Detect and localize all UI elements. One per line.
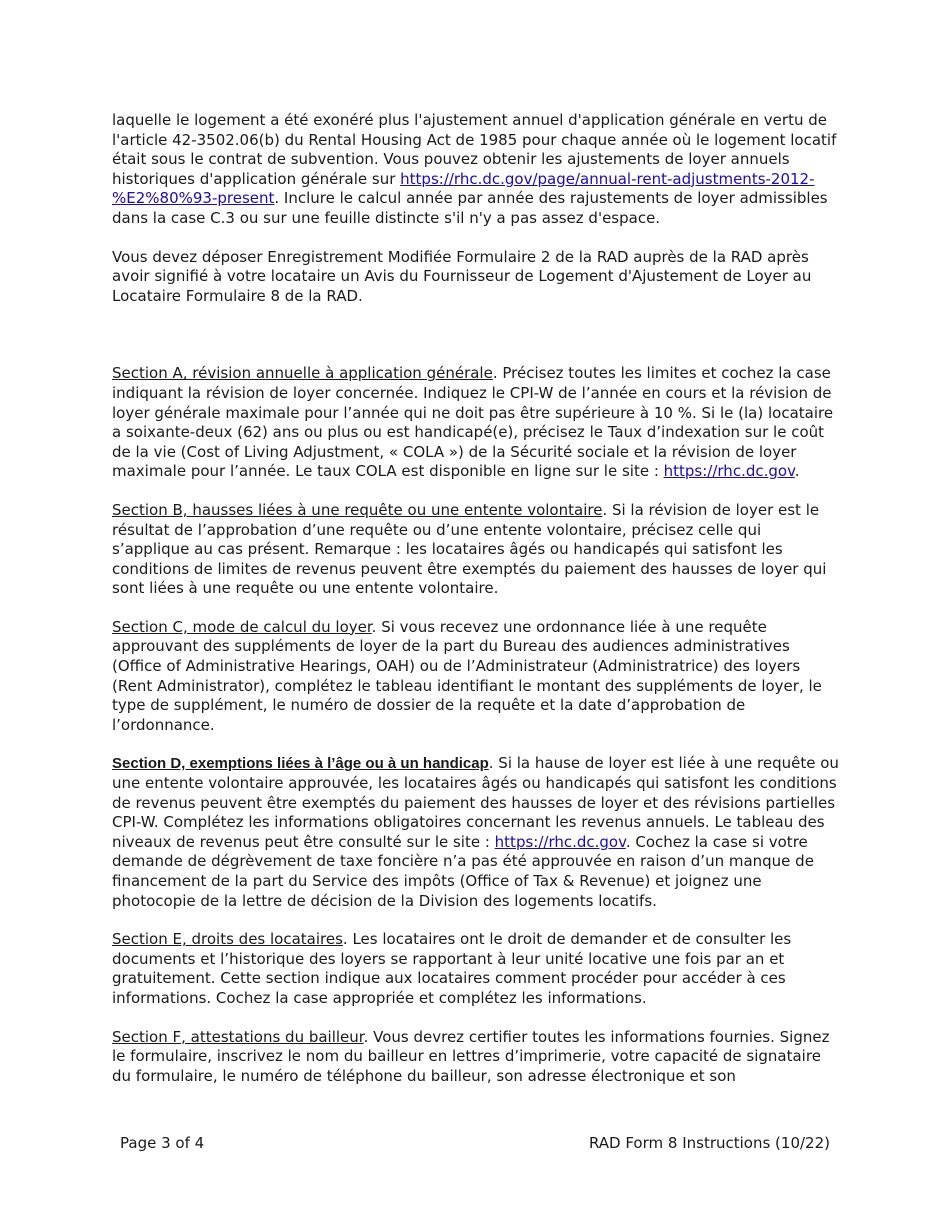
section-a-paragraph: [112, 364, 842, 482]
section-a-end: .: [794, 462, 800, 481]
section-a-text: . Précisez toutes les limites et cochez la case indiquant la révision de loyer concernée. Indiquez le CPI-W de l’année en cours et la révision de loyer générale maximale pour l’année qui ne doit pas être supérieure à 10 %. Si le (la) locataire a soixante-deux (62) ans ou plus ou est handicapé(e), précisez le Taux d’indexation sur le coût de la vie (Cost of Living Adjustment, « COLA ») de la Sécurité sociale et la révision de loyer maximale pour l’année. Le taux COLA est disponible en ligne sur le site :: [112, 364, 834, 481]
section-d-heading: Section D, exemptions liées à l’âge ou à un handicap: [112, 755, 489, 773]
section-c-text: . Si vous recevez une ordonnance liée à une requête approuvant des suppléments de loyer de la part du Bureau des audiences administratives (Office of Administrative Hearings, OAH) ou de l’Administrateur (Administratrice) des loyers (Rent Administrator), complétez le tableau identifiant le montant des suppléments de loyer, le type de supplément, le numéro de dossier de la requête et la date d’approbation de l’ordonnance.: [112, 617, 822, 734]
section-b-heading: Section B, hausses liées à une requête ou une entente volontaire: [112, 500, 603, 519]
section-c-paragraph: [112, 618, 842, 736]
section-b-text: . Si la révision de loyer est le résultat de l’approbation d’une requête ou d’une entente volontaire, précisez celle qui s’applique au cas présent. Remarque : les locataires âgés ou handicapés qui satisfont les conditions de limites de revenus peuvent être exemptés du paiement des hausses de loyer qui sont liées à une requête ou une entente volontaire.: [112, 500, 827, 598]
section-d-text-end: . Cochez la case si votre demande de dégrèvement de taxe foncière n’a pas été approuvée en raison d’un manque de financement de la part du Service des impôts (Office of Tax & Revenue) et joignez une photocopie de la lettre de décision de la Division des logements locatifs.: [112, 832, 814, 910]
page-number: Page 3 of 4: [120, 1134, 205, 1152]
section-f-paragraph: [112, 1028, 842, 1087]
intro-text: laquelle le logement a été exonéré plus l'ajustement annuel d'application générale en vertu de l'article 42-3502.06(b) du Rental Housing Act de 1985 pour chaque année où le logement locatif était sous le contrat de subvention. Vous pouvez obtenir les ajustements de loyer annuels historiques d'application générale sur: [112, 111, 837, 188]
page-footer: [112, 1134, 830, 1152]
section-b-paragraph: [112, 501, 842, 599]
section-d-text: . Si la hause de loyer est liée à une requête ou une entente volontaire approuvée, les locataires âgés ou handicapés qui satisfont les conditions de revenus peuvent être exemptés du paiement des hausses de loyer et des révisions partielles CPI-W. Complétez les informations obligatoires concernant les revenus annuels. Le tableau des niveaux de revenus peut être consulté sur le site :: [112, 754, 839, 851]
section-f-text: . Vous devrez certifier toutes les informations fournies. Signez le formulaire, inscrivez le nom du bailleur en lettres d’imprimerie, votre capacité de signataire du formulaire, le numéro de téléphone du bailleur, son adresse électronique et son: [112, 1027, 830, 1085]
document-body: [112, 111, 842, 1086]
section-c-heading: Section C, mode de calcul du loyer: [112, 617, 372, 636]
annual-rent-adjustments-link[interactable]: https://rhc.dc.gov/page/annual-rent-adjustments-2012-%E2%80%93-present: [112, 169, 815, 208]
intro-text-end: . Inclure le calcul année par année des rajustements de loyer admissibles dans la case C.3 ou sur une feuille distincte s'il n'y a pas assez d'espace.: [112, 189, 828, 227]
section-e-heading: Section E, droits des locataires: [112, 930, 343, 949]
section-f-heading: Section F, attestations du bailleur: [112, 1027, 364, 1046]
intro-paragraph-2: Vous devez déposer Enregistrement Modifiée Formulaire 2 de la RAD auprès de la RAD après avoir signifié à votre locataire un Avis du Fournisseur de Logement d'Ajustement de Loyer au Locataire Formulaire 8 de la RAD.: [112, 247, 812, 305]
section-d-paragraph: [112, 754, 842, 911]
section-e-paragraph: [112, 930, 842, 1008]
form-label: RAD Form 8 Instructions (10/22): [588, 1134, 830, 1152]
section-a-heading: Section A, révision annuelle à application générale: [112, 364, 493, 383]
section-e-text: . Les locataires ont le droit de demander et de consulter les documents et l’historique des loyers se rapportant à leur unité locative une fois par an et gratuitement. Cette section indique aux locataires comment procéder pour accéder à ces informations. Cochez la case appropriée et complétez les informations.: [112, 930, 792, 1007]
rhc-link-section-d[interactable]: https://rhc.dc.gov: [494, 832, 626, 851]
rhc-link-section-a[interactable]: https://rhc.dc.gov: [663, 462, 795, 481]
intro-paragraph-1: [112, 111, 842, 229]
